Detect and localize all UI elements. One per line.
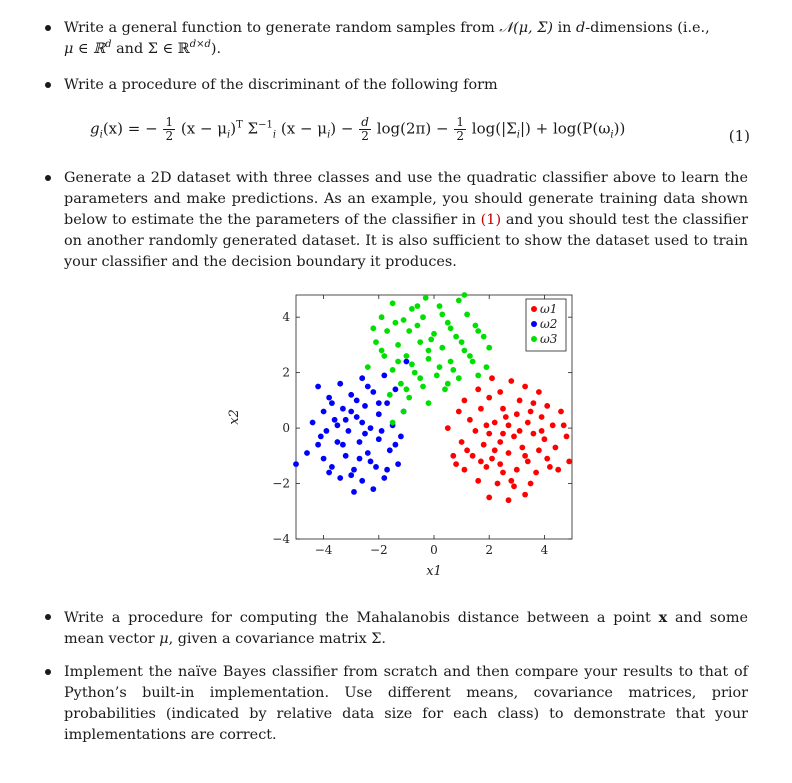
data-point	[506, 497, 512, 503]
x-tick-label: −4	[314, 543, 333, 557]
data-point	[390, 367, 396, 373]
math-normal-dist: 𝒩(μ, Σ)	[499, 20, 553, 36]
legend-label: ω2	[540, 317, 558, 331]
eq-sigma: Σ	[247, 119, 259, 138]
data-point	[426, 400, 432, 406]
data-point	[442, 386, 448, 392]
data-point	[459, 439, 465, 445]
data-point	[497, 439, 503, 445]
x-axis-label: x1	[426, 564, 442, 579]
data-point	[387, 447, 393, 453]
bullet-marker	[45, 175, 51, 181]
eq-lhs-arg: (x) = −	[102, 119, 158, 138]
data-point	[448, 359, 454, 365]
eq-frac-half	[163, 116, 175, 143]
data-point	[393, 320, 399, 326]
eq-part2-end: ) −	[330, 119, 354, 138]
text-span: Write a procedure for computing the Mahalanobis distance between a point	[64, 610, 659, 626]
scatter-plot	[0, 285, 792, 585]
data-point	[293, 461, 299, 467]
data-point	[522, 492, 528, 498]
data-point	[445, 425, 451, 431]
data-point	[335, 422, 341, 428]
eq-lhs: g	[90, 119, 100, 138]
data-point	[409, 306, 415, 312]
data-point	[393, 386, 399, 392]
eq-part1: (x − μ	[180, 119, 228, 138]
bullet-item-mahalanobis	[48, 607, 748, 650]
data-point	[379, 314, 385, 320]
data-point	[439, 312, 445, 318]
equation-number: (1)	[728, 127, 750, 145]
data-point	[318, 434, 324, 440]
data-point	[519, 445, 525, 451]
data-point	[365, 384, 371, 390]
data-point	[376, 411, 382, 417]
bullet-text: Write a procedure of the discriminant of the following form	[64, 77, 498, 93]
data-point	[531, 431, 537, 437]
data-point	[357, 439, 363, 445]
data-point	[368, 425, 374, 431]
data-point	[348, 472, 354, 478]
data-point	[528, 409, 534, 415]
bullet-marker	[45, 25, 51, 31]
data-point	[384, 467, 390, 473]
data-point	[464, 312, 470, 318]
data-point	[492, 420, 498, 426]
data-point	[462, 398, 468, 404]
data-point	[329, 400, 335, 406]
data-point	[384, 400, 390, 406]
text-span: and some mean vector	[64, 610, 749, 647]
text-span: and you should test the classifier on another randomly generated dataset. It is also sufficient to show the dataset used to train your classifier and the decision boundary it produces.	[64, 212, 748, 270]
data-point	[536, 447, 542, 453]
data-point	[486, 345, 492, 351]
data-point	[514, 467, 520, 473]
bullet-item-generate-dataset	[48, 168, 748, 273]
data-point	[365, 364, 371, 370]
data-point	[362, 403, 368, 409]
data-point	[326, 395, 332, 401]
data-point	[462, 348, 468, 354]
data-point	[486, 495, 492, 501]
data-point	[484, 464, 490, 470]
data-point	[332, 417, 338, 423]
data-point	[417, 339, 423, 345]
data-point	[420, 384, 426, 390]
y-tick-label: −2	[272, 476, 290, 491]
eq-logdet-end: |) + log(P(ω	[519, 119, 611, 138]
data-point	[423, 295, 429, 301]
data-point	[337, 475, 343, 481]
bullet-text: Implement the naïve Bayes classifier from scratch and then compare your results to that of Python’s built-in implementation. Use different means, covariance matrices, prior probabilities (indicated by relative data size for each class) to demonstrate that your implementations are correct.	[64, 664, 748, 743]
y-tick-label: 0	[282, 421, 290, 436]
data-point	[489, 456, 495, 462]
data-point	[489, 375, 495, 381]
legend-marker	[531, 321, 537, 327]
data-point	[517, 428, 523, 434]
data-point	[304, 450, 310, 456]
data-point	[379, 348, 385, 354]
legend-marker	[531, 336, 537, 342]
data-point	[544, 403, 550, 409]
data-point	[500, 470, 506, 476]
data-point	[439, 345, 445, 351]
data-point	[456, 409, 462, 415]
data-point	[343, 417, 349, 423]
eq-frac-half2	[454, 116, 466, 143]
bullet-item-discriminant	[48, 75, 748, 96]
data-point	[508, 378, 514, 384]
legend-label: ω1	[540, 302, 558, 316]
legend-marker	[531, 306, 537, 312]
data-point	[555, 467, 561, 473]
bullet-marker	[45, 614, 51, 620]
data-point	[506, 450, 512, 456]
data-point	[561, 422, 567, 428]
data-point	[412, 370, 418, 376]
text-span: in	[553, 20, 577, 36]
data-point	[456, 298, 462, 304]
data-point	[473, 428, 479, 434]
data-point	[404, 359, 410, 365]
data-point	[393, 442, 399, 448]
data-point	[395, 461, 401, 467]
data-point	[517, 398, 523, 404]
data-point	[514, 411, 520, 417]
text-span: Write a general function to generate random samples from	[64, 20, 500, 36]
eq-part2: (x − μ	[280, 119, 328, 138]
data-point	[401, 317, 407, 323]
data-point	[348, 409, 354, 415]
data-point	[542, 436, 548, 442]
data-point	[481, 334, 487, 340]
eq-logdet: log(|Σ	[471, 119, 517, 138]
data-point	[351, 489, 357, 495]
data-point	[462, 292, 468, 298]
data-point	[522, 384, 528, 390]
math-mu-in-rd: μ ∈ ℝ	[64, 41, 106, 57]
data-point	[337, 381, 343, 387]
eq-frac-d-half	[359, 116, 371, 143]
data-point	[448, 325, 454, 331]
data-point	[497, 389, 503, 395]
data-point	[478, 406, 484, 412]
y-tick-label: −4	[272, 532, 290, 546]
data-point	[387, 392, 393, 398]
text-span: Generate a 2D dataset with three classes and use the quadratic classifier above to learn the parameters and make predictions. As an example, you should generate training data shown below to estimate the the parameters of the classifier in	[64, 170, 748, 228]
data-point	[467, 353, 473, 359]
data-point	[525, 459, 531, 465]
data-point	[409, 361, 415, 367]
data-point	[450, 367, 456, 373]
data-point	[401, 409, 407, 415]
data-point	[508, 478, 514, 484]
text-span: ).	[210, 41, 222, 57]
data-point	[484, 364, 490, 370]
data-point	[426, 356, 432, 362]
y-tick-label: 2	[282, 365, 290, 380]
data-point	[553, 445, 559, 451]
data-point	[384, 328, 390, 334]
data-point	[376, 436, 382, 442]
bullet-item-sampling	[48, 18, 748, 60]
data-point	[437, 364, 443, 370]
eq-sub: i	[272, 129, 277, 141]
data-point	[390, 420, 396, 426]
data-point	[481, 442, 487, 448]
data-point	[373, 339, 379, 345]
data-point	[456, 375, 462, 381]
data-point	[351, 467, 357, 473]
text-span: -dimensions (i.e.,	[585, 20, 710, 36]
data-point	[450, 453, 456, 459]
data-point	[434, 373, 440, 379]
text-span: and Σ ∈ ℝ	[111, 41, 190, 57]
data-point	[315, 442, 321, 448]
math-mu: μ	[159, 631, 169, 647]
data-point	[495, 481, 501, 487]
data-point	[470, 359, 476, 365]
data-point	[346, 428, 352, 434]
data-point	[329, 464, 335, 470]
bullet-text	[64, 168, 748, 273]
data-point	[486, 431, 492, 437]
data-point	[547, 464, 553, 470]
x-tick-label: 0	[430, 543, 438, 557]
math-sup: d×d	[189, 39, 211, 51]
data-point	[428, 337, 434, 343]
eq-sub: i	[516, 129, 520, 141]
data-point	[376, 400, 382, 406]
data-point	[404, 386, 410, 392]
data-point	[484, 422, 490, 428]
data-point	[445, 320, 451, 326]
data-point	[558, 409, 564, 415]
y-axis-label: x2	[227, 409, 242, 425]
data-point	[528, 481, 534, 487]
data-point	[321, 409, 327, 415]
data-point	[390, 300, 396, 306]
data-point	[500, 406, 506, 412]
equation-discriminant	[90, 116, 750, 156]
data-point	[335, 439, 341, 445]
data-point	[497, 461, 503, 467]
data-point	[533, 470, 539, 476]
data-point	[445, 381, 451, 387]
data-point	[522, 453, 528, 459]
data-point	[420, 314, 426, 320]
data-point	[315, 384, 321, 390]
data-point	[473, 323, 479, 329]
eq-transpose: T	[236, 119, 243, 131]
frac-den: 2	[456, 129, 465, 143]
data-point	[359, 375, 365, 381]
bullet-text	[64, 607, 748, 650]
data-point	[395, 359, 401, 365]
data-point	[340, 442, 346, 448]
data-point	[511, 434, 517, 440]
data-point	[431, 331, 437, 337]
data-point	[348, 392, 354, 398]
eq-sub: i	[99, 129, 103, 141]
data-point	[370, 486, 376, 492]
data-point	[539, 414, 545, 420]
data-point	[459, 339, 465, 345]
data-point	[368, 459, 374, 465]
data-point	[525, 420, 531, 426]
data-point	[359, 478, 365, 484]
data-point	[511, 483, 517, 489]
data-point	[475, 478, 481, 484]
data-point	[398, 434, 404, 440]
data-point	[475, 373, 481, 379]
x-tick-label: 2	[485, 543, 494, 557]
data-point	[486, 395, 492, 401]
data-point	[544, 456, 550, 462]
data-point	[462, 467, 468, 473]
data-point	[475, 328, 481, 334]
data-point	[415, 323, 421, 329]
data-point	[354, 414, 360, 420]
frac-den: 2	[165, 129, 174, 143]
data-point	[506, 422, 512, 428]
data-point	[340, 406, 346, 412]
data-point	[539, 428, 545, 434]
data-point	[464, 447, 470, 453]
data-point	[406, 395, 412, 401]
math-bold-x: x	[658, 609, 668, 626]
data-point	[492, 447, 498, 453]
data-point	[478, 459, 484, 465]
data-point	[370, 389, 376, 395]
equation-ref-link[interactable]: (1)	[480, 212, 502, 228]
frac-num: 1	[165, 115, 174, 129]
eq-log2pi: log(2π) −	[376, 119, 449, 138]
data-point	[467, 417, 473, 423]
frac-num: d	[361, 115, 369, 129]
data-point	[373, 464, 379, 470]
data-point	[326, 470, 332, 476]
data-point	[362, 431, 368, 437]
data-point	[395, 342, 401, 348]
data-point	[398, 381, 404, 387]
frac-num: 1	[456, 115, 465, 129]
data-point	[406, 328, 412, 334]
data-point	[354, 398, 360, 404]
bullet-marker	[45, 669, 51, 675]
data-point	[453, 461, 459, 467]
data-point	[475, 386, 481, 392]
frac-den: 2	[361, 129, 369, 143]
math-sup: d	[105, 39, 112, 51]
data-point	[310, 420, 316, 426]
data-point	[381, 475, 387, 481]
data-point	[381, 353, 387, 359]
x-tick-label: 4	[540, 543, 549, 557]
x-tick-label: −2	[369, 543, 388, 557]
data-point	[359, 420, 365, 426]
data-point	[503, 414, 509, 420]
data-point	[531, 400, 537, 406]
data-point	[343, 453, 349, 459]
text-span: , given a covariance matrix Σ.	[168, 631, 387, 647]
eq-sub: i	[227, 129, 231, 141]
data-point	[453, 334, 459, 340]
eq-sub: i	[327, 129, 331, 141]
data-point	[437, 303, 443, 309]
data-point	[536, 389, 542, 395]
plot-layer	[227, 292, 572, 579]
data-point	[564, 434, 570, 440]
y-tick-label: 4	[282, 310, 290, 325]
data-point	[370, 325, 376, 331]
data-point	[381, 373, 387, 379]
data-point	[404, 353, 410, 359]
eq-logP-end: ))	[613, 119, 626, 138]
eq-sub: i	[610, 129, 614, 141]
data-point	[426, 348, 432, 354]
data-point	[357, 456, 363, 462]
data-point	[321, 456, 327, 462]
eq-sup: −1	[258, 119, 273, 131]
data-point	[500, 431, 506, 437]
bullet-text	[64, 18, 748, 60]
data-point	[415, 303, 421, 309]
math-d: d	[576, 20, 586, 36]
data-point	[417, 375, 423, 381]
data-point	[550, 422, 556, 428]
data-point	[324, 428, 330, 434]
data-point	[365, 450, 371, 456]
legend-label: ω3	[540, 332, 558, 346]
bullet-marker	[45, 82, 51, 88]
eq-part1-end: )	[230, 119, 237, 138]
data-point	[566, 459, 572, 465]
bullet-item-naive-bayes	[48, 662, 748, 746]
data-point	[470, 453, 476, 459]
data-point	[379, 428, 385, 434]
